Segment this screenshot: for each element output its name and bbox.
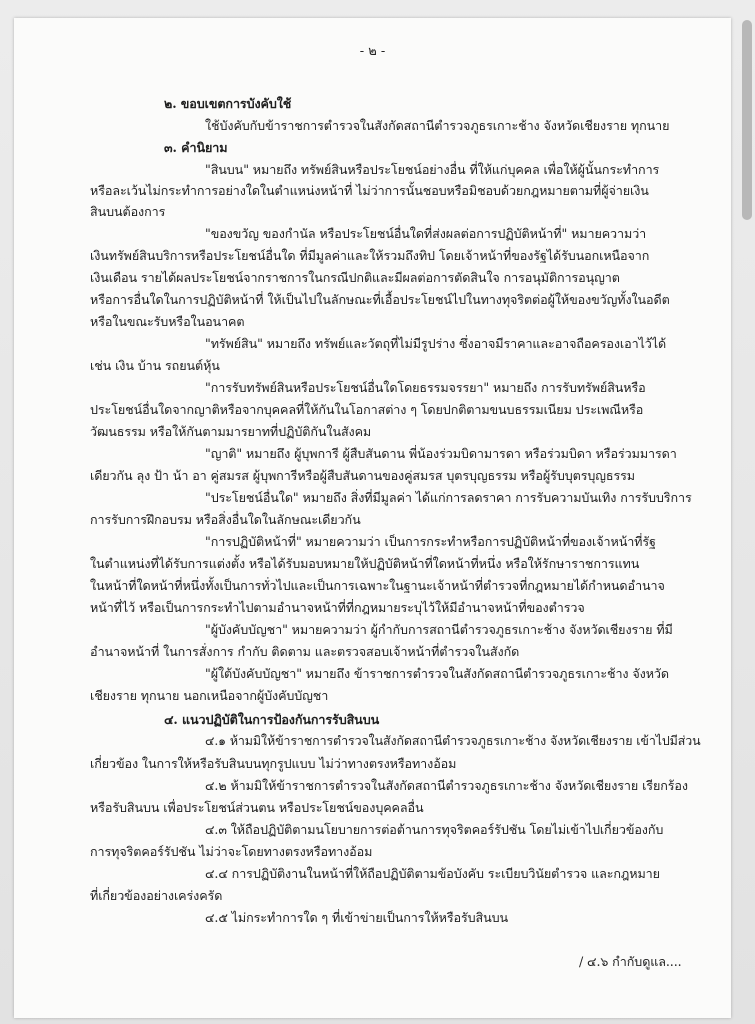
text-line: ๔.๓ ให้ถือปฏิบัติตามนโยบายการต่อต้านการทุจริตคอร์รัปชัน โดยไม่เข้าไปเกี่ยวข้องกับ — [205, 822, 664, 837]
section-heading: ๔. แนวปฏิบัติในการป้องกันการรับสินบน — [164, 712, 380, 727]
text-line: หรือในขณะรับหรือในอนาคต — [90, 314, 245, 329]
text-line: "ผู้บังคับบัญชา" หมายความว่า ผู้กำกับการสถานีตำรวจภูธรเกาะช้าง จังหวัดเชียงราย ที่มี — [205, 622, 673, 637]
document-page — [14, 18, 731, 1018]
text-line: เงินทรัพย์สินบริการหรือประโยชน์อื่นใด ที่มีมูลค่าและให้รวมถึงทิป โดยเจ้าหน้าที่ของรัฐได้รับนอกเหนือจาก — [90, 248, 650, 263]
text-line: "ประโยชน์อื่นใด" หมายถึง สิ่งที่มีมูลค่า ได้แก่การลดราคา การรับความบันเทิง การรับบริการ — [205, 490, 692, 505]
vertical-scrollbar[interactable] — [742, 20, 752, 220]
text-line: ๔.๒ ห้ามมิให้ข้าราชการตำรวจในสังกัดสถานีตำรวจภูธรเกาะช้าง จังหวัดเชียงราย เรียกร้อง — [205, 778, 688, 793]
continuation-note: / ๔.๖ กำกับดูแล.... — [579, 954, 682, 969]
page-number: - ๒ - — [359, 44, 386, 59]
text-line: ในหน้าที่ใดหน้าที่หนึ่งทั้งเป็นการทั่วไปและเป็นการเฉพาะในฐานะเจ้าหน้าที่ตำรวจที่กฎหมายได้กำหนดอำนาจ — [90, 578, 665, 593]
text-line: "การรับทรัพย์สินหรือประโยชน์อื่นใดโดยธรรมจรรยา" หมายถึง การรับทรัพย์สินหรือ — [205, 380, 646, 395]
text-line: หน้าที่ไว้ หรือเป็นการกระทำไปตามอำนาจหน้าที่ที่กฎหมายระบุไว้ให้มีอำนาจหน้าที่ของตำรวจ — [90, 600, 585, 615]
text-line: ใช้บังคับกับข้าราชการตำรวจในสังกัดสถานีตำรวจภูธรเกาะช้าง จังหวัดเชียงราย ทุกนาย — [205, 118, 670, 133]
text-line: ๔.๔ การปฏิบัติงานในหน้าที่ให้ถือปฏิบัติตามข้อบังคับ ระเบียบวินัยตำรวจ และกฎหมาย — [205, 866, 660, 881]
text-line: เชียงราย ทุกนาย นอกเหนือจากผู้บังคับบัญชา — [90, 688, 329, 703]
text-line: ในตำแหน่งที่ได้รับการแต่งตั้ง หรือได้รับมอบหมายให้ปฏิบัติหน้าที่ใดหน้าที่หนึ่ง หรือให้รักษาราชการแทน — [90, 556, 640, 571]
text-line: ประโยชน์อื่นใดจากญาติหรือจากบุคคลที่ให้กันในโอกาสต่าง ๆ โดยปกติตามขนบธรรมเนียม ประเพณีหรือ — [90, 402, 644, 417]
text-line: อำนาจหน้าที่ ในการสั่งการ กำกับ ติดตาม และตรวจสอบเจ้าหน้าที่ตำรวจในสังกัด — [90, 644, 520, 659]
text-line: เช่น เงิน บ้าน รถยนต์หุ้น — [90, 358, 220, 373]
text-line: หรือรับสินบน เพื่อประโยชน์ส่วนตน หรือประโยชน์ของบุคคลอื่น — [90, 800, 424, 815]
text-line: "การปฏิบัติหน้าที่" หมายความว่า เป็นการกระทำหรือการปฏิบัติหน้าที่ของเจ้าหน้าที่รัฐ — [205, 534, 656, 549]
text-line: ๔.๑ ห้ามมิให้ข้าราชการตำรวจในสังกัดสถานีตำรวจภูธรเกาะช้าง จังหวัดเชียงราย เข้าไปมีส่วน — [205, 733, 701, 748]
text-line: การรับการฝึกอบรม หรือสิ่งอื่นใดในลักษณะเดียวกัน — [90, 512, 361, 527]
text-line: ที่เกี่ยวข้องอย่างเคร่งครัด — [90, 888, 223, 903]
text-line: หรือการอื่นใดในการปฏิบัติหน้าที่ ให้เป็นไปในลักษณะที่เอื้อประโยชน์ไปในทางทุจริตต่อผู้ให้ของขวัญทั้งในอดีต — [90, 292, 670, 307]
text-line: สินบนต้องการ — [90, 204, 166, 219]
text-line: การทุจริตคอร์รัปชัน ไม่ว่าจะโดยทางตรงหรือทางอ้อม — [90, 844, 373, 859]
section-heading: ๒. ขอบเขตการบังคับใช้ — [164, 96, 292, 111]
text-line: หรือละเว้นไม่กระทำการอย่างใดในตำแหน่งหน้าที่ ไม่ว่าการนั้นชอบหรือมิชอบด้วยกฎหมายตามที่ผู้จ่ายเงิน — [90, 183, 649, 198]
text-line: เดียวกัน ลุง ป้า น้า อา คู่สมรส ผู้บุพการีหรือผู้สืบสันดานของคู่สมรส บุตรบุญธรรม หรือผู้รับบุตรบุญธรรม — [90, 468, 635, 483]
section-heading: ๓. คำนิยาม — [164, 140, 228, 155]
text-line: "สินบน" หมายถึง ทรัพย์สินหรือประโยชน์อย่างอื่น ที่ให้แก่บุคคล เพื่อให้ผู้นั้นกระทำการ — [205, 162, 660, 177]
text-line: วัฒนธรรม หรือให้กันตามมารยาทที่ปฏิบัติกันในสังคม — [90, 424, 372, 439]
text-line: "ผู้ใต้บังคับบัญชา" หมายถึง ข้าราชการตำรวจในสังกัดสถานีตำรวจภูธรเกาะช้าง จังหวัด — [205, 666, 669, 681]
text-line: เงินเดือน รายได้ผลประโยชน์จากราชการในกรณีปกติและมีผลต่อการตัดสินใจ การอนุมัติการอนุญาต — [90, 270, 620, 285]
text-line: "ทรัพย์สิน" หมายถึง ทรัพย์และวัตถุที่ไม่มีรูปร่าง ซึ่งอาจมีราคาและอาจถือครองเอาไว้ได้ — [205, 336, 667, 351]
text-line: "ของขวัญ ของกำนัล หรือประโยชน์อื่นใดที่ส่งผลต่อการปฏิบัติหน้าที่" หมายความว่า — [205, 226, 647, 241]
text-line: เกี่ยวข้อง ในการให้หรือรับสินบนทุกรูปแบบ ไม่ว่าทางตรงหรือทางอ้อม — [90, 756, 457, 771]
text-line: ๔.๕ ไม่กระทำการใด ๆ ที่เข้าข่ายเป็นการให้หรือรับสินบน — [205, 910, 509, 925]
text-line: "ญาติ" หมายถึง ผู้บุพการี ผู้สืบสันดาน พี่น้องร่วมบิดามารดา หรือร่วมบิดา หรือร่วมมารดา — [205, 446, 677, 461]
